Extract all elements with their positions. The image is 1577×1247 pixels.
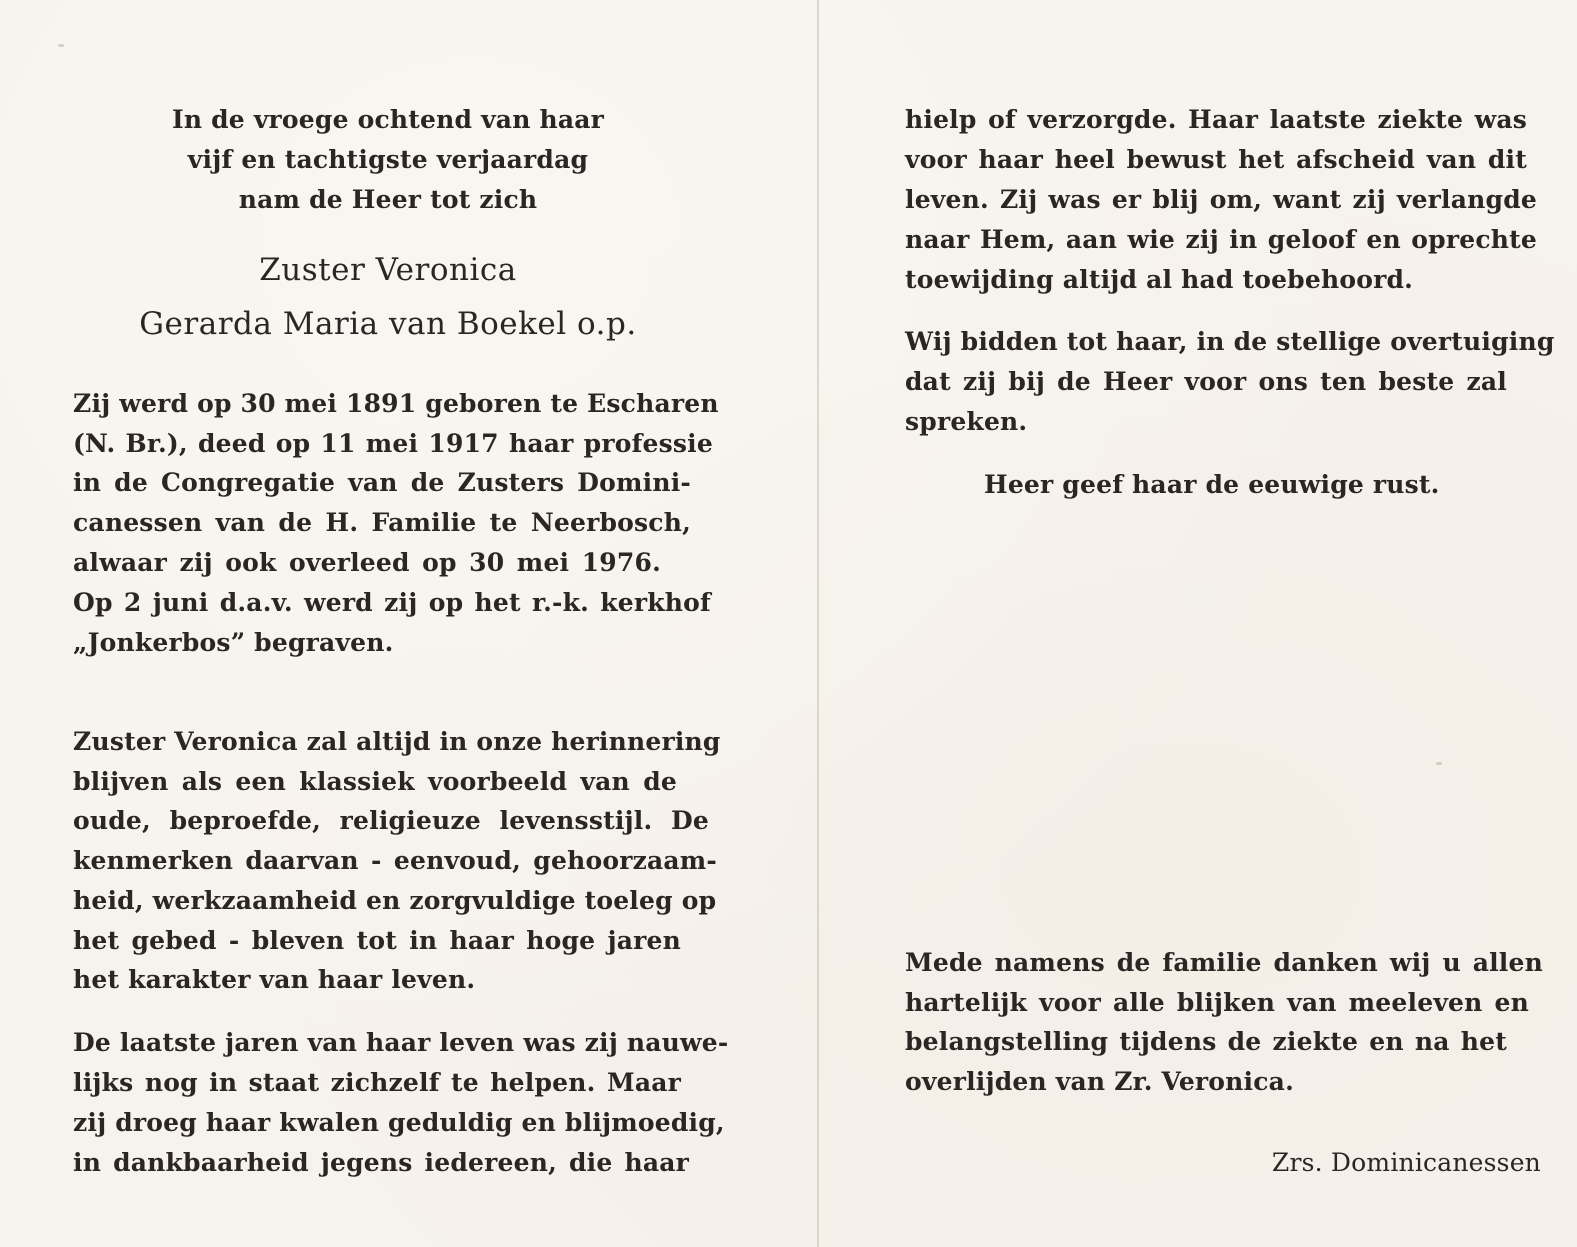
later-years-line: De laatste jaren van haar leven was zij nauwe- [73, 1028, 729, 1057]
later-years-line: lijks nog in staat zichzelf te helpen. Maar [73, 1068, 681, 1097]
memory-line: kenmerken daarvan - eenvoud, gehoorzaam- [73, 846, 717, 875]
memory-line: blijven als een klassiek voorbeeld van de [73, 767, 677, 796]
memory-line: Zuster Veronica zal altijd in onze herinnering [73, 727, 721, 756]
intro-line: In de vroege ochtend van haar [171, 105, 605, 134]
bio-line: canessen van de H. Familie te Neerbosch, [73, 508, 691, 537]
later-years-line: in dankbaarheid jegens iedereen, die haar [73, 1148, 689, 1177]
intro-line: vijf en tachtigste verjaardag [187, 145, 589, 174]
intro-line: nam de Heer tot zich [238, 185, 538, 214]
continuation-line: naar Hem, aan wie zij in geloof en oprechte [905, 225, 1537, 254]
continuation-line: leven. Zij was er blij om, want zij verlangde [905, 185, 1537, 214]
prayer-line: dat zij bij de Heer voor ons ten beste zal [905, 367, 1507, 396]
signature: Zrs. Dominicanessen [1271, 1148, 1541, 1177]
bio-line: in de Congregatie van de Zusters Domini- [73, 468, 691, 497]
continuation-line: voor haar heel bewust het afscheid van dit [905, 145, 1527, 174]
bio-line: alwaar zij ook overleed op 30 mei 1976. [73, 548, 661, 577]
later-years-line: zij droeg haar kwalen geduldig en blijmoedig, [73, 1108, 725, 1137]
right-page [819, 0, 1577, 1247]
name-line-religious: Zuster Veronica [259, 252, 517, 288]
bio-line: Op 2 juni d.a.v. werd zij op het r.-k. kerkhof [73, 588, 711, 617]
thanks-line: Mede namens de familie danken wij u allen [905, 948, 1543, 977]
thanks-line: hartelijk voor alle blijken van meeleven en [905, 988, 1529, 1017]
continuation-line: toewijding altijd al had toebehoord. [905, 265, 1414, 294]
bio-line: „Jonkerbos” begraven. [73, 628, 394, 657]
thanks-line: overlijden van Zr. Veronica. [905, 1067, 1294, 1096]
memory-line: heid, werkzaamheid en zorgvuldige toeleg op [73, 886, 717, 915]
thanks-line: belangstelling tijdens de ziekte en na het [905, 1027, 1507, 1056]
memory-line: oude, beproefde, religieuze levensstijl. De [73, 806, 709, 835]
memory-line: het karakter van haar leven. [73, 965, 476, 994]
memory-line: het gebed - bleven tot in haar hoge jaren [73, 926, 681, 955]
continuation-line: hielp of verzorgde. Haar laatste ziekte was [905, 105, 1527, 134]
bio-line: Zij werd op 30 mei 1891 geboren te Escharen [73, 389, 719, 418]
eternal-rest-line: Heer geef haar de eeuwige rust. [984, 470, 1440, 499]
prayer-line: Wij bidden tot haar, in de stellige overtuiging [905, 327, 1555, 356]
bio-line: (N. Br.), deed op 11 mei 1917 haar professie [73, 429, 713, 458]
name-line-civil: Gerarda Maria van Boekel o.p. [139, 306, 637, 342]
prayer-line: spreken. [905, 407, 1028, 436]
